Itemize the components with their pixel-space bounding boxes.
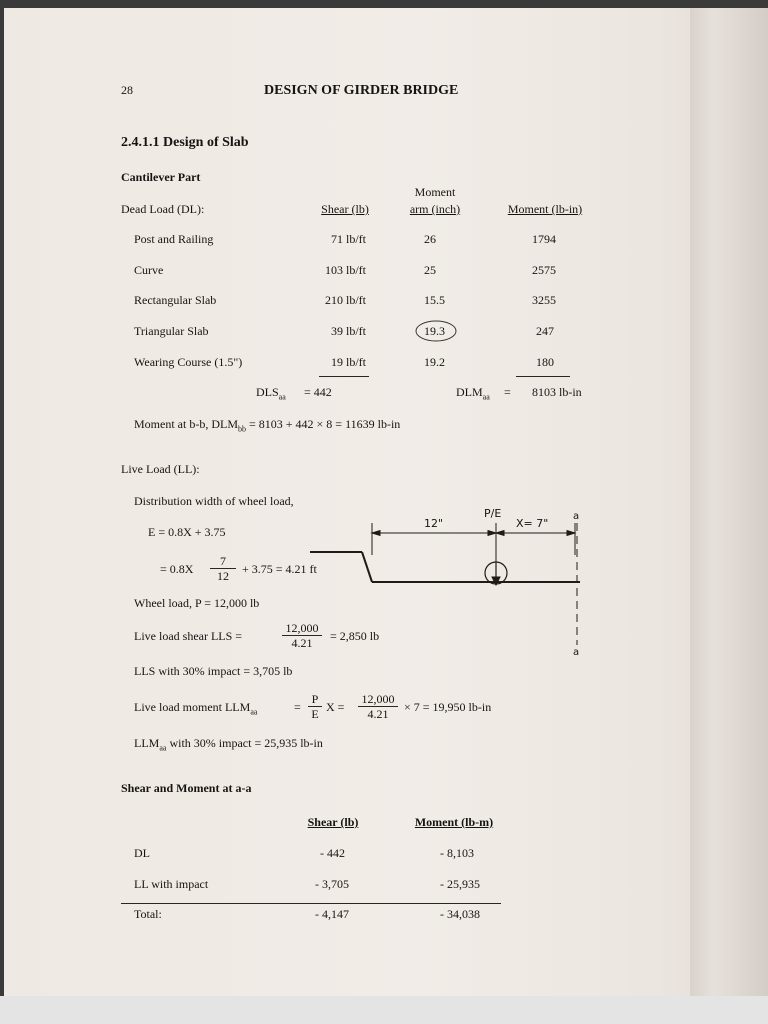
row-name: Triangular Slab — [134, 324, 209, 338]
running-title: DESIGN OF GIRDER BRIDGE — [264, 83, 459, 98]
dls-total: $DLS_{aa}$ — [256, 385, 286, 402]
section-a-bottom-label: a — [573, 647, 580, 658]
live-load-label: Live Load (LL): — [121, 462, 200, 476]
row-moment: 180 — [536, 355, 554, 369]
row-moment: 2575 — [532, 263, 556, 277]
summary-row-shear: - 3,705 — [315, 877, 349, 891]
row-shear: 39 lb/ft — [331, 324, 366, 338]
col-moment-header: Moment (lb-in) — [507, 202, 583, 216]
total-shear: - 4,147 — [315, 907, 349, 921]
dlm-total: $DLM_{aa}$ — [456, 385, 490, 402]
row-arm: 19.3 — [424, 324, 445, 338]
llm-x: X = — [326, 700, 345, 714]
row-name: Post and Railing — [134, 232, 214, 246]
shear-sum-rule — [319, 376, 369, 377]
row-moment: 3255 — [532, 293, 556, 307]
fraction-lls: $\frac{12,000}{4.21}$ — [282, 621, 322, 650]
book-spine-shadow — [690, 8, 768, 996]
row-name: Rectangular Slab — [134, 293, 217, 307]
e2-prefix: = 0.8X — [160, 562, 194, 576]
summary-col-shear: Shear (lb) — [307, 815, 359, 829]
fraction-p-e: $\frac{P}{E}$ — [308, 692, 322, 721]
pe-label: P/E — [484, 507, 502, 520]
dlm-value: 8103 lb-in — [532, 385, 582, 399]
row-shear: 71 lb/ft — [331, 232, 366, 246]
row-moment: 1794 — [532, 232, 556, 246]
e-equation: E = 0.8X + 3.75 — [148, 525, 226, 539]
dlm-equals: = — [504, 385, 511, 399]
row-shear: 210 lb/ft — [325, 293, 366, 307]
lls-prefix: Live load shear LLS = — [134, 629, 243, 643]
col-shear-header: Shear (lb) — [321, 202, 369, 216]
scan-bottom-margin — [0, 996, 768, 1024]
fraction-llm: $\frac{12,000}{4.21}$ — [358, 692, 398, 721]
llm-equals: = — [294, 700, 301, 714]
e2-suffix: + 3.75 = 4.21 ft — [242, 562, 317, 576]
dimension-12-label: 12" — [424, 517, 444, 530]
moment-bb-line: Moment at b-b, $DLM_{bb} = 8103 + 442 \times 8 = 11639$ lb-in — [134, 417, 401, 434]
col-arm-header-top: Moment — [414, 185, 456, 199]
lls-impact: LLS with 30% impact = 3,705 lb — [134, 664, 293, 678]
moment-sum-rule — [516, 376, 570, 377]
row-moment: 247 — [536, 324, 554, 338]
summary-row-shear: - 442 — [320, 846, 345, 860]
row-shear: 103 lb/ft — [325, 263, 366, 277]
summary-row-moment: - 8,103 — [440, 846, 474, 860]
summary-row-name: DL — [134, 846, 150, 860]
summary-col-moment: Moment (lb-m) — [414, 815, 494, 829]
dls-value: = 442 — [304, 385, 332, 399]
total-rule — [121, 903, 501, 904]
lls-result: = 2,850 lb — [330, 629, 380, 643]
wheel-load-text: Wheel load, P = 12,000 lb — [134, 596, 260, 610]
book-page — [4, 8, 768, 996]
row-name: Curve — [134, 263, 164, 277]
row-arm: 19.2 — [424, 355, 445, 369]
section-heading: 2.4.1.1 Design of Slab — [121, 135, 249, 150]
dead-load-label: Dead Load (DL): — [121, 202, 205, 216]
x7-label: X= 7" — [516, 517, 549, 530]
distribution-width-text: Distribution width of wheel load, — [134, 494, 294, 508]
llm-result: × 7 = 19,950 lb-in — [404, 700, 492, 714]
row-shear: 19 lb/ft — [331, 355, 366, 369]
page-number: 28 — [121, 83, 133, 97]
row-arm: 25 — [424, 263, 436, 277]
section-a-top-label: a — [573, 511, 580, 522]
row-arm: 15.5 — [424, 293, 445, 307]
cantilever-label: Cantilever Part — [121, 170, 201, 184]
col-arm-header: arm (inch) — [409, 202, 461, 216]
total-label: Total: — [134, 907, 162, 921]
row-name: Wearing Course (1.5") — [134, 355, 243, 369]
total-moment: - 34,038 — [440, 907, 480, 921]
fraction-7-12: $\frac{7}{12}$ — [210, 554, 236, 583]
summary-row-name: LL with impact — [134, 877, 209, 891]
llm-impact: $LLM_{aa}$ with 30% impact = 25,935 lb-in — [134, 736, 323, 753]
llm-prefix: Live load moment $LLM_{aa}$ — [134, 700, 258, 717]
handwritten-circle-mark — [414, 318, 460, 344]
summary-row-moment: - 25,935 — [440, 877, 480, 891]
summary-heading: Shear and Moment at a-a — [121, 781, 252, 795]
row-arm: 26 — [424, 232, 436, 246]
